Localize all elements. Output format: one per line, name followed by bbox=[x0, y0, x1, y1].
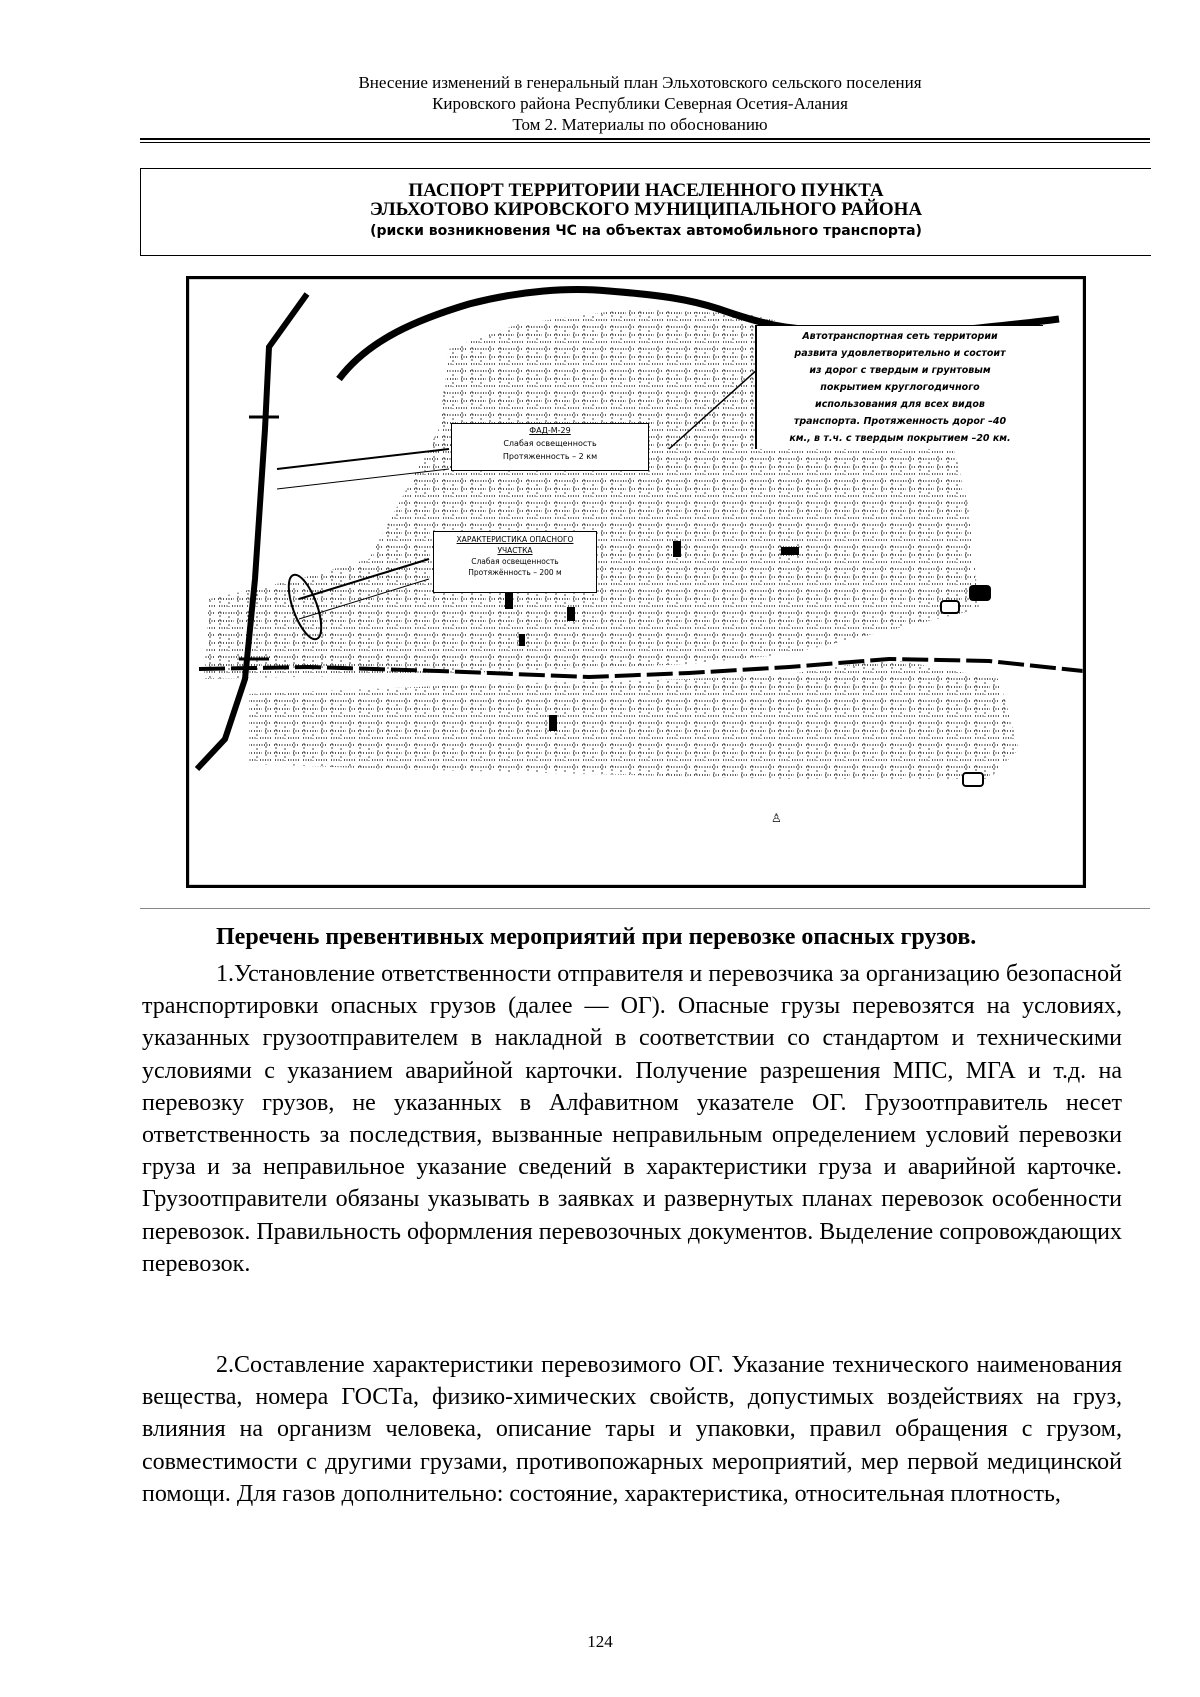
fad-callout bbox=[451, 423, 649, 471]
note-line-7: км., в т.ч. с твердым покрытием –20 км. bbox=[789, 433, 1011, 444]
passport-title-line-2: ЭЛЬХОТОВО КИРОВСКОГО МУНИЦИПАЛЬНОГО РАЙОНА bbox=[369, 199, 923, 220]
note-line-2: развита удовлетворительно и состоит bbox=[794, 348, 1006, 359]
note-line-3: из дорог с твердым и грунтовым bbox=[809, 365, 991, 376]
danger-callout-title-1: ХАРАКТЕРИСТИКА ОПАСНОГО bbox=[456, 535, 574, 544]
passport-subtitle: (риски возникновения ЧС на объектах автомобильного транспорта) bbox=[370, 223, 922, 239]
danger-section-callout bbox=[433, 531, 597, 593]
page-number: 124 bbox=[587, 1632, 613, 1651]
fad-callout-line-2: Протяженность – 2 км bbox=[502, 452, 598, 461]
note-line-1: Автотранспортная сеть территории bbox=[802, 331, 998, 342]
paragraph-2: 2.Составление характеристики перевозимого ОГ. Указание технического наименования вещества, номера ГОСТа, физико-химических свойств, допустимых воздействиях на груз, влияния на организм человека, описание тары и упаковки, правил обращения с грузом, совместимости с другими грузами, противопожарных мероприятий, мер первой медицинской помощи. Для газов дополнительно: состояние, характеристика, относительная плотность, bbox=[142, 1352, 1122, 1507]
danger-callout-line-2: Протяжённость – 200 м bbox=[468, 568, 562, 577]
header-line-3: Том 2. Материалы по обоснованию bbox=[512, 115, 768, 134]
note-line-6: транспорта. Протяженность дорог –40 bbox=[793, 416, 1007, 427]
passport-box bbox=[140, 168, 1151, 256]
passport-title-line-1: ПАСПОРТ ТЕРРИТОРИИ НАСЕЛЕННОГО ПУНКТА bbox=[408, 180, 884, 201]
passport-title bbox=[141, 181, 1151, 219]
page-header bbox=[140, 72, 1140, 135]
danger-callout-line-1: Слабая освещенность bbox=[471, 557, 559, 566]
note-line-5: использования для всех видов bbox=[815, 399, 985, 410]
section-title: Перечень превентивных мероприятий при перевозке опасных грузов. bbox=[216, 924, 977, 950]
header-rule-thin bbox=[140, 142, 1150, 143]
header-line-2: Кировского района Республики Северная Осетия-Алания bbox=[432, 94, 848, 113]
svg-text:♙: ♙ bbox=[771, 811, 782, 825]
road-network-note bbox=[755, 325, 1043, 449]
fad-callout-line-1: Слабая освещенность bbox=[503, 439, 597, 448]
danger-callout-title-2: УЧАСТКА bbox=[497, 546, 533, 555]
header-line-1: Внесение изменений в генеральный план Эльхотовского сельского поселения bbox=[358, 73, 922, 92]
note-line-4: покрытием круглогодичного bbox=[820, 382, 980, 393]
section-divider bbox=[140, 908, 1150, 909]
fad-callout-title: ФАД-М-29 bbox=[529, 426, 571, 435]
paragraph-1: 1.Установление ответственности отправителя и перевозчика за организацию безопасной транспортировки опасных грузов (далее — ОГ). Опасные грузы перевозятся на условиях, указанных грузоотправителем в накладной в соответствии со стандартом и техническими условиями с указанием аварийной карточки. Получение разрешения МПС, МГА и т.д. на перевозку грузов, не указанных в Алфавитном указателе ОГ. Грузоотправитель несет ответственность за последствия, вызванные неправильным определением условий перевозки груза и за неправильное указание сведений в характеристики груза и аварийной карточке. Грузоотправители обязаны указывать в заявках и развернутых планах перевозок особенности перевозок. Правильность оформления перевозочных документов. Выделение сопровождающих перевозок. bbox=[142, 961, 1122, 1277]
settlement-map bbox=[186, 276, 1086, 888]
header-rule bbox=[140, 138, 1150, 140]
